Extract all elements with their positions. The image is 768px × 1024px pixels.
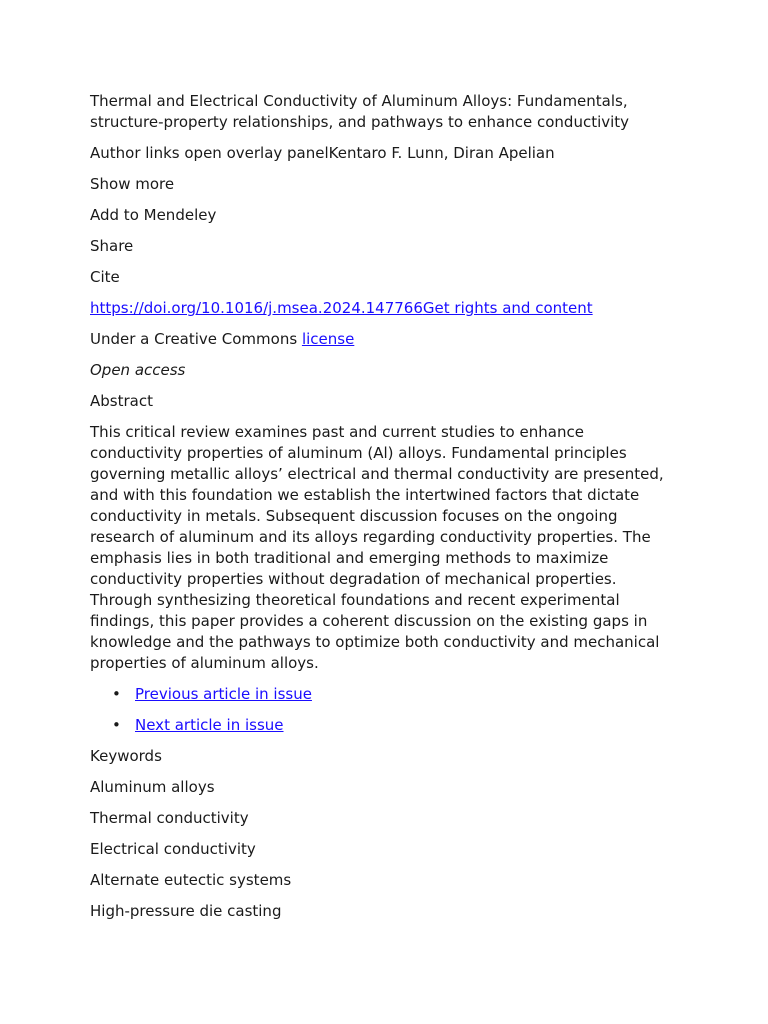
article-nav-list — [90, 684, 675, 736]
keyword-item[interactable]: Alternate eutectic systems — [90, 871, 292, 889]
keyword-item[interactable]: High-pressure die casting — [90, 902, 282, 920]
abstract-text: This critical review examines past and current studies to enhance conductivity properties of aluminum (Al) alloys. Fundamental principles governing metallic alloys’ electrical and thermal conductivity are presented, and with this foundation we establish the intertwined factors that dictate conductivity in metals. Subsequent discussion focuses on the ongoing research of aluminum and its alloys regarding conductivity properties. The emphasis lies in both traditional and emerging methods to maximize conductivity properties without degradation of mechanical properties. Through synthesizing theoretical foundations and recent experimental findings, this paper provides a coherent discussion on the existing gaps in knowledge and the pathways to optimize both conductivity and mechanical properties of aluminum alloys. — [90, 423, 664, 672]
cite-button[interactable]: Cite — [90, 268, 120, 286]
keyword-item[interactable]: Thermal conductivity — [90, 809, 249, 827]
article-page — [90, 91, 675, 932]
list-item — [112, 715, 675, 736]
share-button[interactable]: Share — [90, 237, 134, 255]
previous-article-link[interactable]: Previous article in issue — [135, 685, 312, 703]
license-link[interactable]: license — [301, 330, 355, 348]
show-more-button[interactable]: Show more — [90, 175, 175, 193]
bullet-icon: • — [112, 685, 121, 703]
bullet-icon: • — [112, 716, 121, 734]
open-access-label: Open access — [90, 361, 186, 379]
article-title: Thermal and Electrical Conductivity of Aluminum Alloys: Fundamentals, structure-property relationships, and pathways to enhance conductivity — [90, 92, 630, 131]
doi-rights-line — [90, 298, 675, 319]
license-prefix: Under a Creative Commons — [90, 330, 302, 348]
doi-link[interactable]: https://doi.org/10.1016/j.msea.2024.147766 — [90, 299, 423, 317]
keyword-item[interactable]: Aluminum alloys — [90, 778, 215, 796]
get-rights-link[interactable]: Get rights and content — [422, 299, 593, 317]
add-to-mendeley-button[interactable]: Add to Mendeley — [90, 206, 217, 224]
keywords-heading: Keywords — [90, 747, 162, 765]
authors-line[interactable]: Author links open overlay panelKentaro F. Lunn, Diran Apelian — [90, 144, 555, 162]
keyword-item[interactable]: Electrical conductivity — [90, 840, 256, 858]
abstract-heading: Abstract — [90, 392, 153, 410]
next-article-link[interactable]: Next article in issue — [135, 716, 284, 734]
license-line — [90, 329, 675, 350]
list-item — [112, 684, 675, 705]
